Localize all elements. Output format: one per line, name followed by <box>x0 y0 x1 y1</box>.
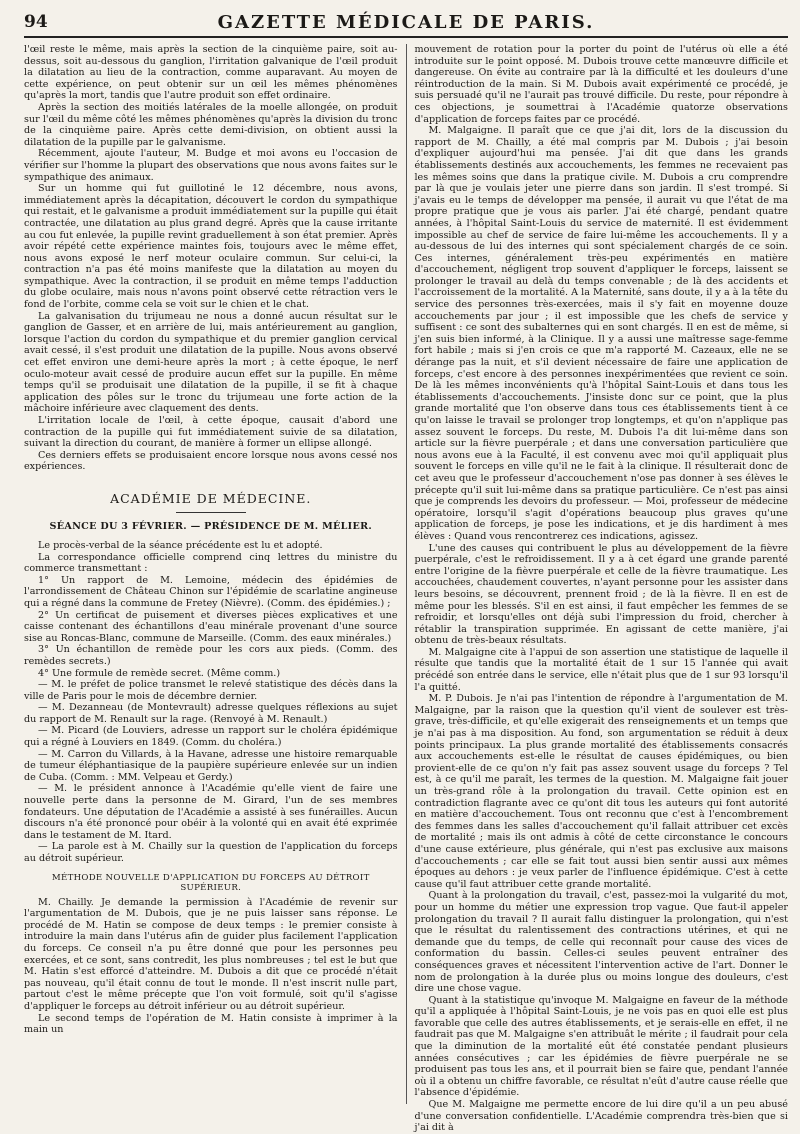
paragraph: — La parole est à M. Chailly sur la question de l'application du forceps au détroit supérieur. <box>24 841 398 864</box>
paragraph: Que M. Malgaigne me permette encore de lui dire qu'il a un peu abusé d'une conversation confidentielle. L'Académie comprendra très-bien que si j'ai dit à <box>414 1099 788 1134</box>
paragraph: M. Malgaigne. Il paraît que ce que j'ai dit, lors de la discussion du rapport de M. Chailly, a été mal compris par M. Dubois ; j'ai besoin d'expliquer aujourd'hui ma pensée. J'ai dit que dans les grands établissements destinés aux accouchements, les femmes ne recevaient pas les mêmes soins que dans la pratique civile. M. Dubois a cru comprendre par là que je voulais jeter une pierre dans son jardin. Il s'est trompé. Si j'avais eu le temps de développer ma pensée, il aurait vu que l'état de ma propre pratique que je vous ais parler. J'ai été chargé, pendant quatre années, à l'hôpital Saint-Louis du service de maternité. Il est évidemment impossible au chef de service de faire lui-même les accouchements. Il y a au-dessous de lui des internes qui sont spécialement chargés de ce soin. Ces internes, généralement très-peu expérimentés en matière d'accouchement, négligent trop souvent d'appliquer le forceps, laissent se prolonger le travail au delà du temps convenable ; de là des accidents et l'accroissement de la mortalité. A la Maternité, sans doute, il y a à la tête du service des personnes très-exercées, mais il s'y fait en moyenne douze accouchements par jour ; il est impossible que les chefs de service y suffisent : ce sont des subalternes qui en sont chargés. Il en est de même, si j'en suis bien informé, à la Clinique. Il y a aussi une maîtresse sage-femme fort habile ; mais si j'en crois ce que m'a rapporté M. Cazeaux, elle ne se dérange pas la nuit, et s'il devient nécessaire de faire une application de forceps, c'est encore à des personnes inexpérimentées que revient ce soin. De là les mêmes inconvénients qu'à l'hôpital Saint-Louis et dans tous les établissements d'accouchements. J'insiste donc sur ce point, que la plus grande mortalité que l'on observe dans tous ces établissements tient à ce qu'on laisse le travail se prolonger trop longtemps, et qu'on n'applique pas assez souvent le forceps. Du reste, M. Dubois l'a dit lui-même dans son article sur la fièvre puerpérale ; et dans une conversation particulière que nous avons eue à la Faculté, il est convenu avec moi qu'il appliquait plus souvent le forceps en ville qu'il ne le fait à la clinique. Il résulterait donc de cet aveu que le professeur d'accouchement n'ose pas donner à ses élèves le précepte qu'il suit lui-même dans sa pratique particulière. Ce n'est pas ainsi que je comprends les devoirs du professeur. — Moi, professeur de médecine opératoire, lorsqu'il s'agit d'opérations beaucoup plus graves qu'une application de forceps, je pose les indications, et je dis hardiment à mes élèves : Quand vous rencontrerez ces indications, agissez. <box>414 125 788 542</box>
section-title: ACADÉMIE DE MÉDECINE. <box>110 490 312 506</box>
paragraph: L'irritation locale de l'œil, à cette époque, causait d'abord une contraction de la pupille qui fut immédiatement suivie de sa dilatation, suivant la direction du courant, de manière à former un ellipse allongé. <box>24 415 398 450</box>
paragraph: Quant à la prolongation du travail, c'est, passez-moi la vulgarité du mot, pour un homme du métier une expression trop vague. Que faut-il appeler prolongation du travail ? Il aurait fallu distinguer la prolongation, qui n'est que le résultat du ralentissement des contractions utérines, et qui ne demande que du temps, de celle qui reconnaît pour cause des vices de conformation du bassin. Celles-ci seules peuvent entraîner des conséquences graves et nécessitent l'intervention active de l'art. Donner le nom de prolongation à la durée plus ou moins longue des douleurs, c'est dire une chose vague. <box>414 890 788 995</box>
subsection-title: MÉTHODE NOUVELLE D'APPLICATION DU FORCEPS AU DÉTROIT SUPÉRIEUR. <box>51 872 370 893</box>
paragraph: — M. le président annonce à l'Académie qu'elle vient de faire une nouvelle perte dans la personne de M. Girard, l'un de ses membres fondateurs. Une députation de l'Académie a assisté à ses funérailles. Aucun discours n'a été prononcé pour obéir à la volonté qui en avait été exprimée dans le testament de M. Itard. <box>24 783 398 841</box>
section-rule <box>176 512 246 513</box>
paragraph: — M. Carron du Villards, à la Havane, adresse une histoire remarquable de tumeur éléphantiasique de la paupière supérieure enlevée sur un indien de Cuba. (Comm. : MM. Velpeau et Gerdy.) <box>24 748 398 783</box>
paragraph: M. P. Dubois. Je n'ai pas l'intention de répondre à l'argumentation de M. Malgaigne, par la raison que la question qu'il vient de soulever est très-grave, très-difficile, et qu'elle exigerait des renseignements et un temps que je n'ai pas à ma disposition. Au fond, son argumentation se réduit à deux points principaux. La plus grande mortalité des établissements consacrés aux accouchements est-elle le résultat de causes épidémiques, ou bien provient-elle de ce qu'on n'y fait pas assez souvent usage du forceps ? Tel est, à ce qu'il me paraît, les termes de la question. M. Malgaigne fait jouer un très-grand rôle à la prolongation du travail. Cette opinion est en contradiction flagrante avec ce qu'ont dit tous les auteurs qui font autorité en matière d'accouchement. Tous ont reconnu que c'est à l'encombrement des femmes dans les salles d'accouchement qu'il fallait attribuer cet excès de mortalité ; mais ils ont admis à côté de cette circonstance le concours d'une cause extérieure, plus générale, qui n'est pas exclusive aux maisons d'accouchements ; car elle se fait tout aussi bien sentir aussi aux mêmes époques au dehors : je veux parler de l'influence épidémique. C'est à cette cause qu'il faut attribuer cette grande mortalité. <box>414 693 788 890</box>
paragraph: — M. le préfet de police transmet le relevé statistique des décès dans la ville de Paris pour le mois de décembre dernier. <box>24 679 398 702</box>
page-header <box>24 6 788 38</box>
paragraph: 1° Un rapport de M. Lemoine, médecin des épidémies de l'arrondissement de Château Chinon sur l'épidémie de scarlatine angineuse qui a régné dans la commune de Fretey (Nièvre). (Comm. des épidémies.) ; <box>24 574 398 609</box>
paragraph: Quant à la statistique qu'invoque M. Malgaigne en faveur de la méthode qu'il a appliquée à l'hôpital Saint-Louis, je ne vois pas en quoi elle est plus favorable que celle des autres établissements, et je serais-elle en effet, il ne faudrait pas que M. Malgaigne s'en attribuât le mérite ; il faudrait pour cela que la diminution de la mortalité eût été constatée pendant plusieurs années consécutives ; car les épidémies de fièvre puerpérale ne se produisent pas tous les ans, et il pourrait bien se faire que, pendant l'année où il a obtenu un chiffre favorable, ce résultat n'eût d'autre cause réelle que l'absence d'épidémie. <box>414 994 788 1099</box>
paragraph: 3° Un échantillon de remède pour les cors aux pieds. (Comm. des remèdes secrets.) <box>24 644 398 667</box>
paragraph: 4° Une formule de remède secret. (Même comm.) <box>38 667 281 679</box>
academy-minutes <box>24 540 398 865</box>
paragraph: — M. Picard (de Louviers, adresse un rapport sur le choléra épidémique qui a régné à Louviers en 1849. (Comm. du choléra.) <box>24 725 398 749</box>
paragraph: Ces derniers effets se produisaient encore lorsque nous avons cessé nos expériences. <box>24 449 398 473</box>
paragraph: La galvanisation du trijumeau ne nous a donné aucun résultat sur le ganglion de Gasser, et en arrière de lui, mais antérieurement au ganglion, lorsque l'action du cordon du sympathique et du premier ganglion cervical avait cessé, il s'est produit une dilatation de la pupille. Nous avons observé cet effet environ une demi-heure après la mort ; à cette époque, le nerf oculo-moteur avait cessé de produire aucun effet sur la pupille. En même temps qu'il se produisait une dilatation de la pupille, il se fit à chaque application des pôles sur le tronc du trijumeau une forte action de la mâchoire inférieure avec claquement des dents. <box>24 310 398 415</box>
page-number: 94 <box>24 12 48 32</box>
seance-heading: SÉANCE DU 3 FÉVRIER. — PRÉSIDENCE DE M. MÉLIER. <box>49 520 372 532</box>
paragraph: Récemment, ajoute l'auteur, M. Budge et moi avons eu l'occasion de vérifier sur l'homme la plupart des observations que nous avons faites sur le sympathique des animaux. <box>24 148 398 183</box>
right-column <box>414 44 788 1134</box>
paragraph: L'une des causes qui contribuent le plus au développement de la fièvre puerpérale, c'est le refroidissement. Il y a à cet égard une grande parenté entre l'origine de la fièvre puerpérale et celle de la fièvre traumatique. Les accouchées, chaudement couvertes, n'ayant personne pour les assister dans leurs besoins, se découvrent, prennent froid ; de là la fièvre. Il en est de même pour les blessés. S'il en est ainsi, il faut empêcher les femmes de se refroidir, et lorsqu'elles ont déjà subi l'impression du froid, chercher à rétablir la transpiration supprimée. En agissant de cette manière, j'ai obtenu de très-beaux résultats. <box>414 542 788 647</box>
masthead-title: GAZETTE MÉDICALE DE PARIS. <box>217 12 595 33</box>
paragraph: M. Chailly. Je demande la permission à l'Académie de revenir sur l'argumentation de M. Dubois, que je ne puis laisser sans réponse. Le procédé de M. Hatin se compose de deux temps : le premier consiste à introduire la main dans l'utérus afin de guider plus facilement l'application du forceps. Ce conseil n'a pu être donné que pour les personnes peu exercées, et ce sont, sans contredit, les plus nombreuses ; tel est le but que M. Hatin s'est efforcé d'atteindre. M. Dubois a dit que ce procédé n'était pas nouveau, qu'il était connu de tout le monde. Il n'est inscrit nulle part, partout c'est le même précepte que l'on voit formulé, soit qu'il s'agisse d'appliquer le forceps au détroit inférieur ou au détroit supérieur. <box>24 896 398 1012</box>
physiology-text <box>24 44 398 473</box>
paragraph: Après la section des moitiés latérales de la moelle allongée, on produit sur l'œil du même côté les mêmes phénomènes qu'après la division du tronc de la cinquième paire. Après cette demi-division, on obtient aussi la dilatation de la pupille par le galvanisme. <box>24 101 398 148</box>
paragraph: l'œil reste le même, mais après la section de la cinquième paire, soit au-dessus, soit au-dessous du ganglion, l'irritation galvanique de l'œil produit la dilatation au lieu de la contraction, comme auparavant. Au moyen de cette expérience, on peut obtenir sur un œil les mêmes phénomènes qu'après la mort, tandis que l'autre produit son effet ordinaire. <box>24 44 398 102</box>
paragraph: 2° Un certificat de puisement et diverses pièces explicatives et une caisse contenant des échantillons d'eau minérale provenant d'une source sise au Roncas-Blanc, commune de Marseille. (Comm. des eaux minérales.) <box>24 609 398 644</box>
paragraph: M. Malgaigne cite à l'appui de son assertion une statistique de laquelle il résulte que tandis que la mortalité était de 1 sur 15 l'année qui avait précédé son entrée dans le service, elle n'était plus que de 1 sur 93 lorsqu'il l'a quitté. <box>414 646 788 693</box>
paragraph: Sur un homme qui fut guillotiné le 12 décembre, nous avons, immédiatement après la décapitation, découvert le cordon du sympathique qui restait, et le galvanisme a produit immédiatement sur la pupille qui était contractée, une dilatation au plus grand degré. Après que la cause irritante au cou fut enlevée, la pupille revint graduellement à son état premier. Après avoir répété cette expérience maintes fois, toujours avec le même effet, nous avons exposé le nerf moteur oculaire commun. Sur celui-ci, la contraction n'a pas été moins manifeste que la dilatation au moyen du sympathique. Avec la contraction, il se produit en même temps l'adduction du globe oculaire, mais nous n'avons point observé cette rétraction vers le fond de l'orbite, comme cela se voit sur le chien et le chat. <box>24 183 398 311</box>
columns <box>24 44 788 1134</box>
paragraph: mouvement de rotation pour la porter du point de l'utérus où elle a été introduite sur le point opposé. M. Dubois trouve cette manœuvre difficile et dangereuse. On évite au contraire par là la difficulté et les douleurs d'une réintroduction de la main. Si M. Dubois avait expérimenté ce procédé, je suis persuadé qu'il ne l'aurait pas trouvé difficile. Du reste, pour répondre à ces objections, je soumettrai à l'Académie quatorze observations d'application de forceps faites par ce procédé. <box>414 44 788 125</box>
column-divider <box>406 44 407 1104</box>
paragraph: Le procès-verbal de la séance précédente est lu et adopté. <box>38 539 323 551</box>
paragraph: — M. Dezanneau (de Montevrault) adresse quelques réflexions au sujet du rapport de M. Renault sur la rage. (Renvoyé à M. Renault.) <box>24 702 398 725</box>
paragraph: Le second temps de l'opération de M. Hatin consiste à imprimer à la main un <box>24 1012 398 1036</box>
forceps-discussion <box>24 897 398 1036</box>
paragraph: La correspondance officielle comprend cinq lettres du ministre du commerce transmettant : <box>24 551 398 575</box>
left-column <box>24 44 398 1104</box>
